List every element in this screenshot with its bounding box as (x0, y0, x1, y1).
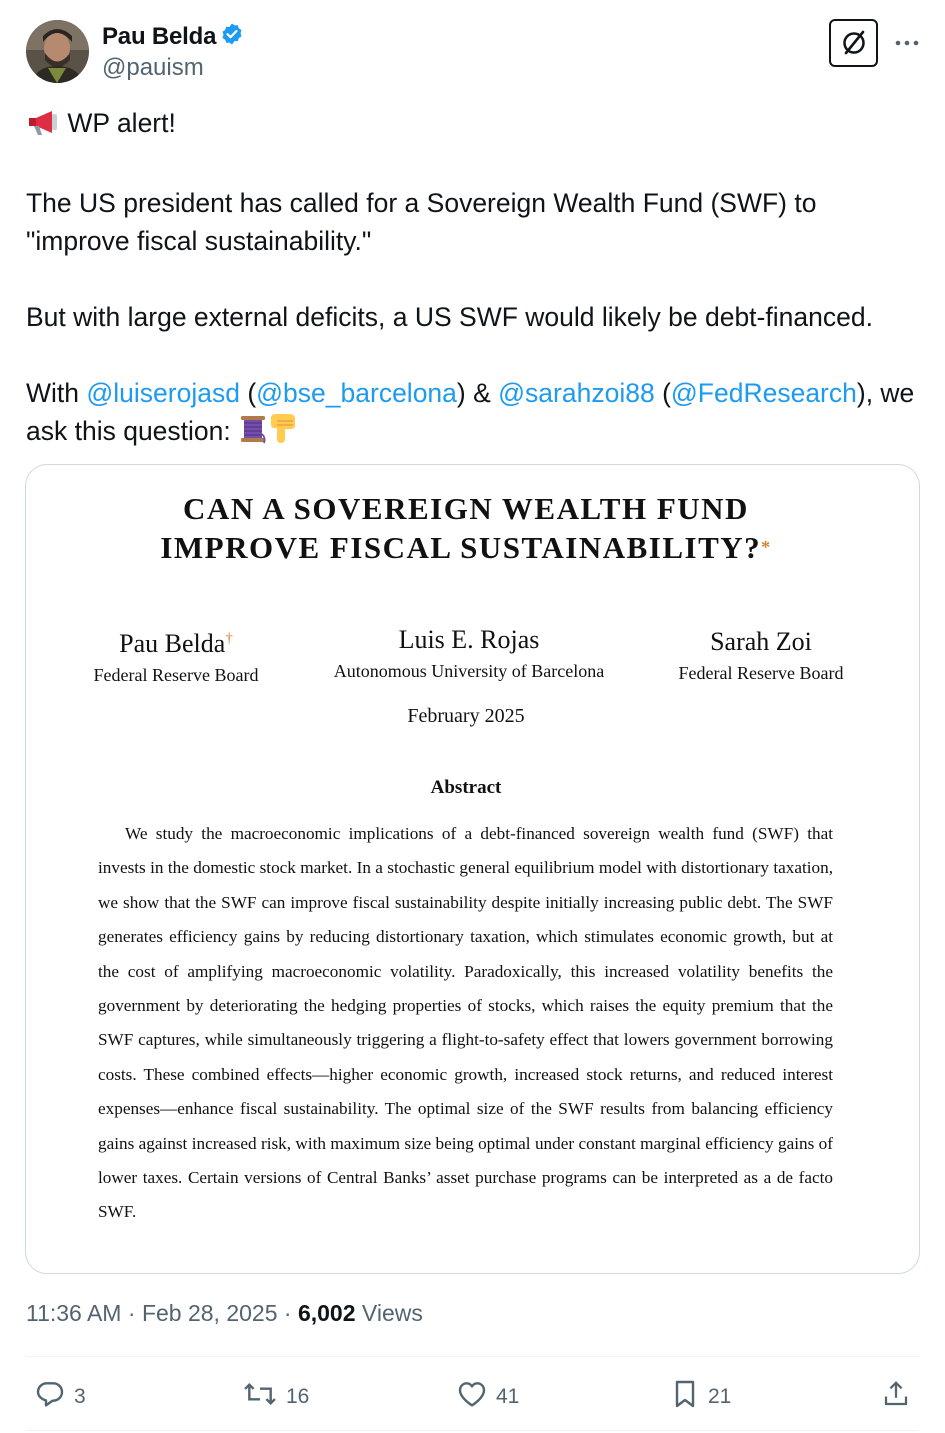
alert-text: WP alert! (67, 108, 176, 138)
text-fragment: With (26, 378, 87, 408)
paper-title (26, 489, 906, 567)
tweet-line-alert (26, 104, 921, 146)
bookmark-count: 21 (708, 1385, 732, 1408)
tweet-meta (26, 1300, 423, 1327)
author-name-text: Pau Belda (119, 629, 226, 658)
mention-sarahzoi88[interactable]: @sarahzoi88 (498, 378, 655, 408)
title-footnote-mark: * (761, 537, 772, 557)
tweet-paragraph-2: The US president has called for a Sovereign Wealth Fund (SWF) to "improve fiscal sustainability." (26, 188, 817, 256)
mention-bse-barcelona[interactable]: @bse_barcelona (256, 378, 457, 408)
megaphone-emoji (26, 108, 60, 146)
text-fragment: ), we ask this question: (26, 378, 915, 446)
divider (26, 1430, 919, 1431)
views-count: 6,002 (297, 1300, 356, 1326)
tweet-paragraph-3: But with large external deficits, a US SWF would likely be debt-financed. (26, 302, 873, 332)
paper-image[interactable] (25, 464, 920, 1274)
verified-badge-icon (220, 22, 244, 51)
tweet-header (26, 18, 919, 86)
meta-separator: · (121, 1300, 142, 1326)
views-label: Views (355, 1300, 423, 1326)
display-name[interactable]: Pau Belda (102, 22, 217, 50)
handle[interactable]: @pauism (102, 54, 204, 81)
tweet-paragraph-4 (26, 374, 921, 454)
paper-title-text: IMPROVE FISCAL SUSTAINABILITY? (160, 530, 762, 565)
avatar[interactable] (26, 20, 89, 83)
divider (26, 1356, 919, 1357)
text-fragment: ( (239, 378, 257, 408)
text-fragment: ) & (456, 378, 499, 408)
paper-author-name (66, 629, 286, 659)
retweet-icon (242, 1378, 278, 1416)
reply-count: 3 (74, 1385, 86, 1408)
paper-date: February 2025 (407, 705, 525, 727)
tweet-text (26, 104, 921, 454)
paper-title-line2 (26, 528, 906, 567)
author-block (102, 22, 244, 82)
like-button[interactable] (456, 1378, 519, 1416)
author-footnote-mark: † (225, 630, 233, 647)
post-date[interactable]: Feb 28, 2025 (141, 1300, 278, 1326)
grok-icon[interactable] (829, 19, 878, 67)
bookmark-button[interactable] (670, 1378, 731, 1416)
abstract-body: We study the macroeconomic implications of a debt-financed sovereign wealth fund (SWF) that invests in the domestic stock market. In a stochastic general equilibrium model with distortionary taxation, we show that the SWF can improve fiscal sustainability despite initially increasing public debt. The SWF generates efficiency gains by reducing distortionary taxation, which stimulates economic growth, but at the cost of amplifying macroeconomic volatility. Paradoxically, this increased volatility benefits the government by deteriorating the hedging properties of stocks, which raises the equity premium that the SWF captures, while simultaneously triggering a flight-to-safety effect that lowers government borrowing costs. These combined effects—higher economic growth, increased stock returns, and reduced interest expenses—enhance fiscal sustainability. The optimal size of the SWF results from balancing efficiency gains against increased risk, with maximum size being optimal under constant marginal efficiency gains of lower taxes. Certain versions of Central Banks’ asset purchase programs can be interpreted as a de facto SWF. (98, 824, 833, 1222)
repost-count: 16 (286, 1385, 310, 1408)
post-time[interactable]: 11:36 AM (26, 1300, 122, 1326)
share-icon (881, 1378, 911, 1416)
action-bar (26, 1370, 919, 1424)
repost-button[interactable] (242, 1378, 309, 1416)
like-count: 41 (496, 1385, 520, 1408)
text-fragment: ( (654, 378, 671, 408)
paper-author-affiliation: Autonomous University of Barcelona (333, 661, 605, 681)
paper-author-2 (309, 625, 629, 682)
reply-button[interactable] (34, 1378, 86, 1416)
bookmark-icon (670, 1378, 700, 1416)
paper-author-name: Sarah Zoi (710, 627, 812, 656)
thread-spool-emoji (238, 414, 268, 454)
pointing-down-emoji (268, 412, 298, 454)
mention-fedresearch[interactable]: @FedResearch (670, 378, 857, 408)
mention-luiserojasd[interactable]: @luiserojasd (86, 378, 240, 408)
paper-author-3 (656, 627, 866, 684)
meta-separator: · (277, 1300, 298, 1326)
more-dots-icon[interactable] (892, 28, 922, 58)
paper-author-name: Luis E. Rojas (398, 625, 540, 654)
paper-author-affiliation: Federal Reserve Board (93, 665, 259, 685)
paper-author-affiliation: Federal Reserve Board (678, 663, 844, 683)
share-button[interactable] (881, 1378, 911, 1416)
paper-author-1 (66, 629, 286, 686)
paper-title-line1: CAN A SOVEREIGN WEALTH FUND (183, 491, 749, 526)
reply-icon (34, 1378, 66, 1416)
heart-icon (456, 1378, 488, 1416)
abstract-heading: Abstract (430, 777, 502, 798)
